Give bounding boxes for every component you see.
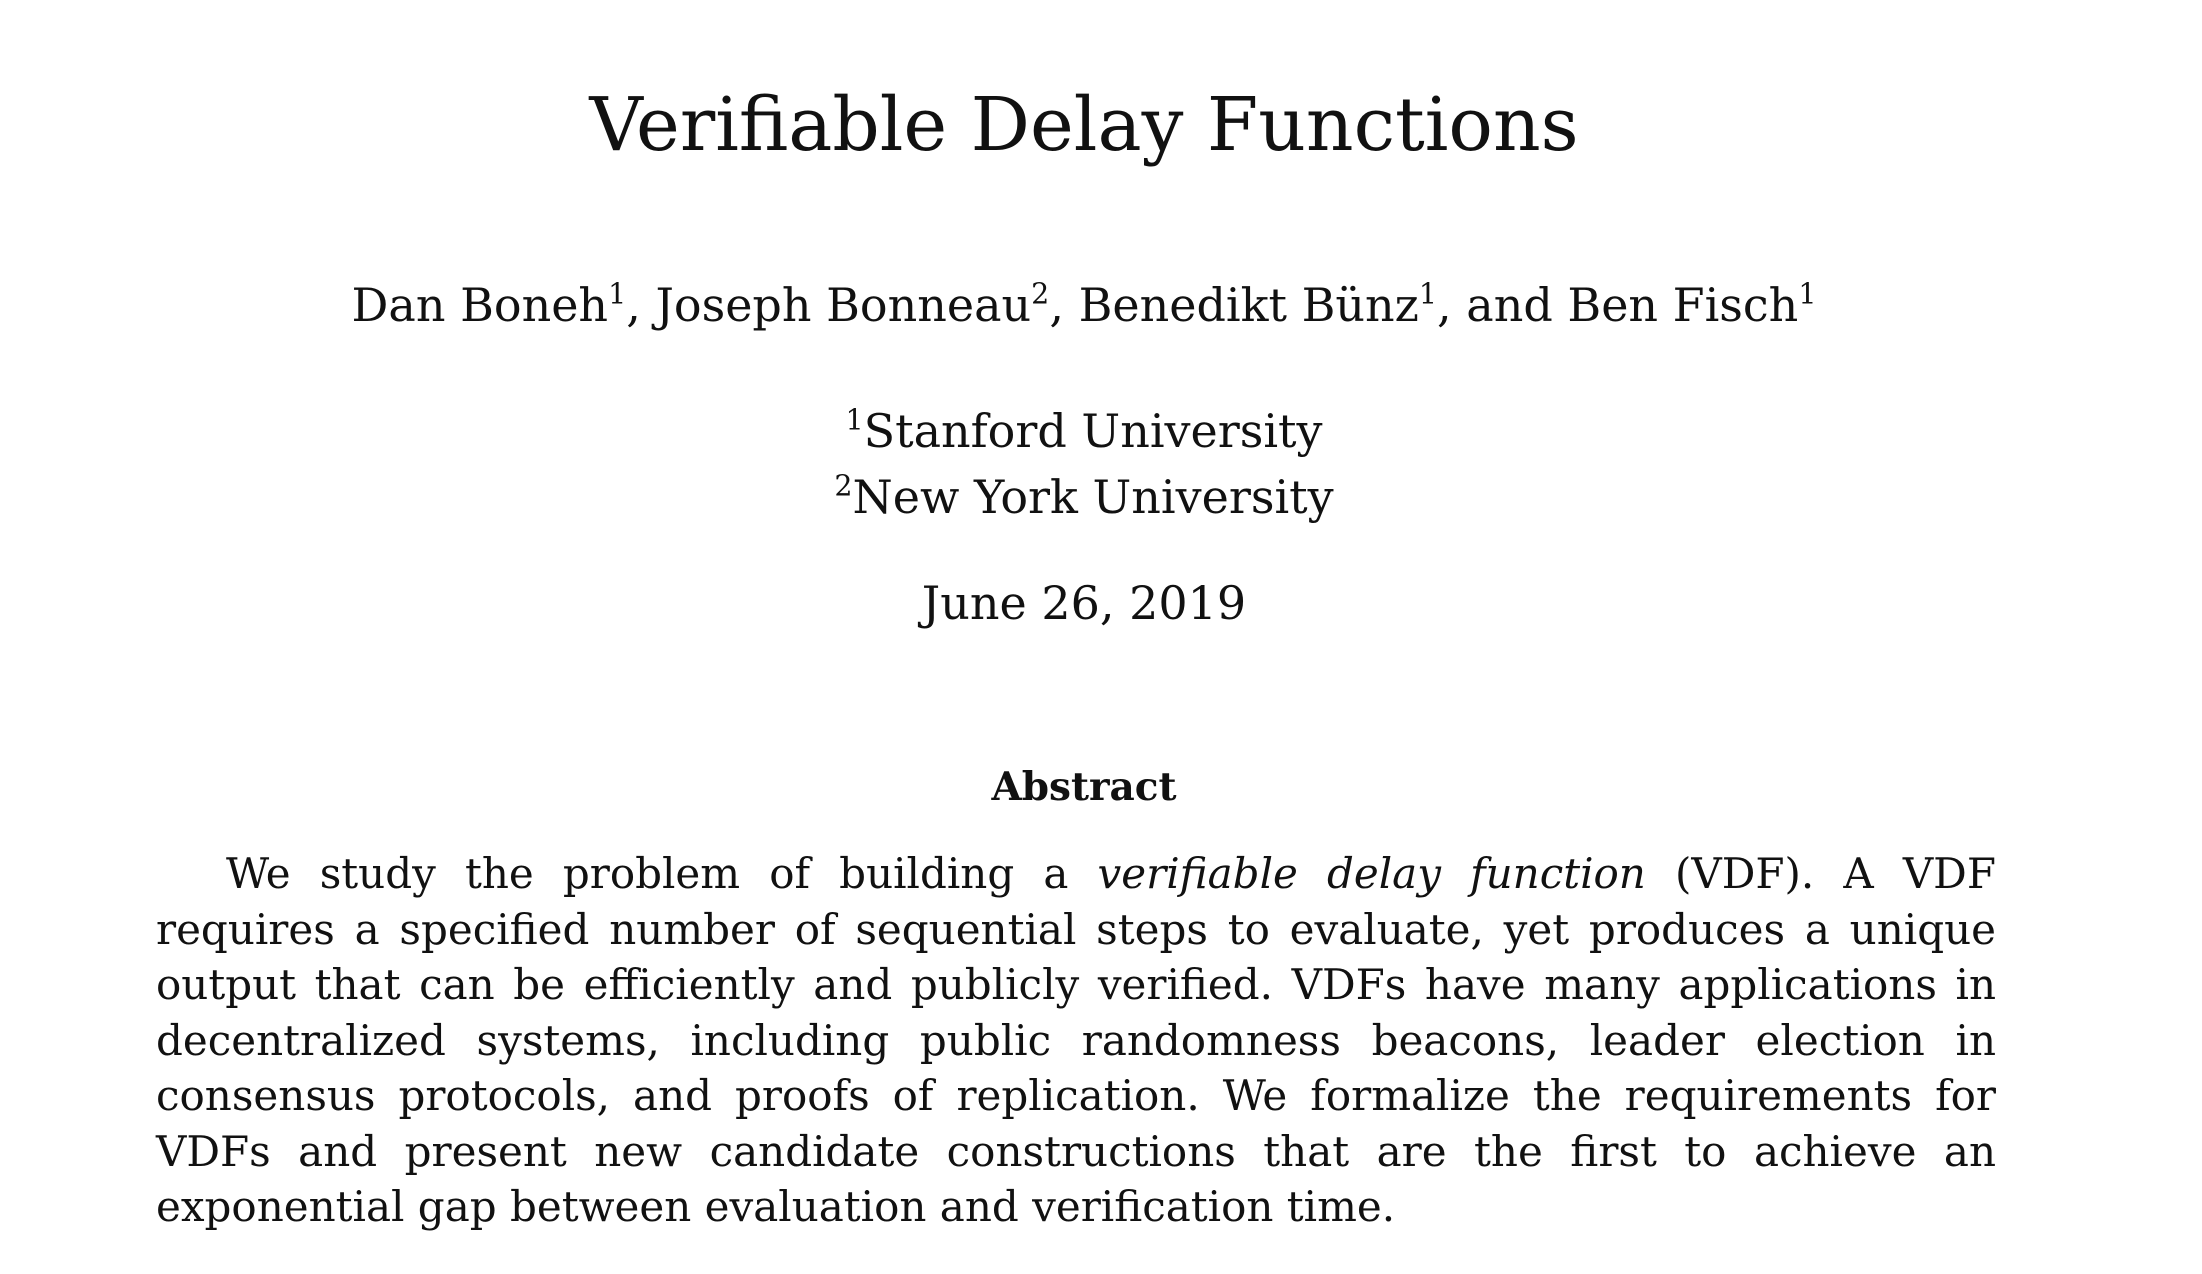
author-name: Benedikt Bünz <box>1078 278 1419 332</box>
abstract-text: We study the problem of building a <box>226 849 1098 898</box>
author-name: Joseph Bonneau <box>655 278 1032 332</box>
author-separator: , <box>1049 278 1079 332</box>
affiliation-name: Stanford University <box>863 404 1323 458</box>
abstract-body <box>156 846 1996 1235</box>
author-name: Ben Fisch <box>1567 278 1799 332</box>
affiliation-mark: 1 <box>608 277 627 311</box>
author-separator: , <box>626 278 656 332</box>
affiliation-list <box>0 398 2168 530</box>
affiliation-mark: 2 <box>834 469 853 503</box>
paper-title: Verifiable Delay Functions <box>589 82 1579 168</box>
affiliation-mark: 1 <box>1418 277 1438 311</box>
author-list <box>0 277 2168 332</box>
author-name: Dan Boneh <box>351 278 609 332</box>
affiliation-mark: 2 <box>1031 277 1050 311</box>
abstract-emphasis: verifiable delay function <box>1097 849 1646 898</box>
affiliation-mark: 1 <box>845 403 864 437</box>
affiliation-mark: 1 <box>1798 277 1817 311</box>
affiliation-line <box>0 398 2168 464</box>
abstract-heading: Abstract <box>991 764 1177 810</box>
author-separator: , and <box>1437 278 1568 332</box>
affiliation-name: New York University <box>852 470 1334 524</box>
paper-date: June 26, 2019 <box>921 576 1247 630</box>
abstract-text: (VDF). A VDF requires a specified number of sequential steps to evaluate, yet produces a unique output that can be efficiently and publicly verified. VDFs have many applications in decentralized systems, including public randomness beacons, leader election in consensus protocols, and proofs of replication. We formalize the requirements for VDFs and present new candidate constructions that are the first to achieve an exponential gap between evaluation and verification time. <box>156 849 1996 1231</box>
affiliation-line <box>0 464 2168 530</box>
